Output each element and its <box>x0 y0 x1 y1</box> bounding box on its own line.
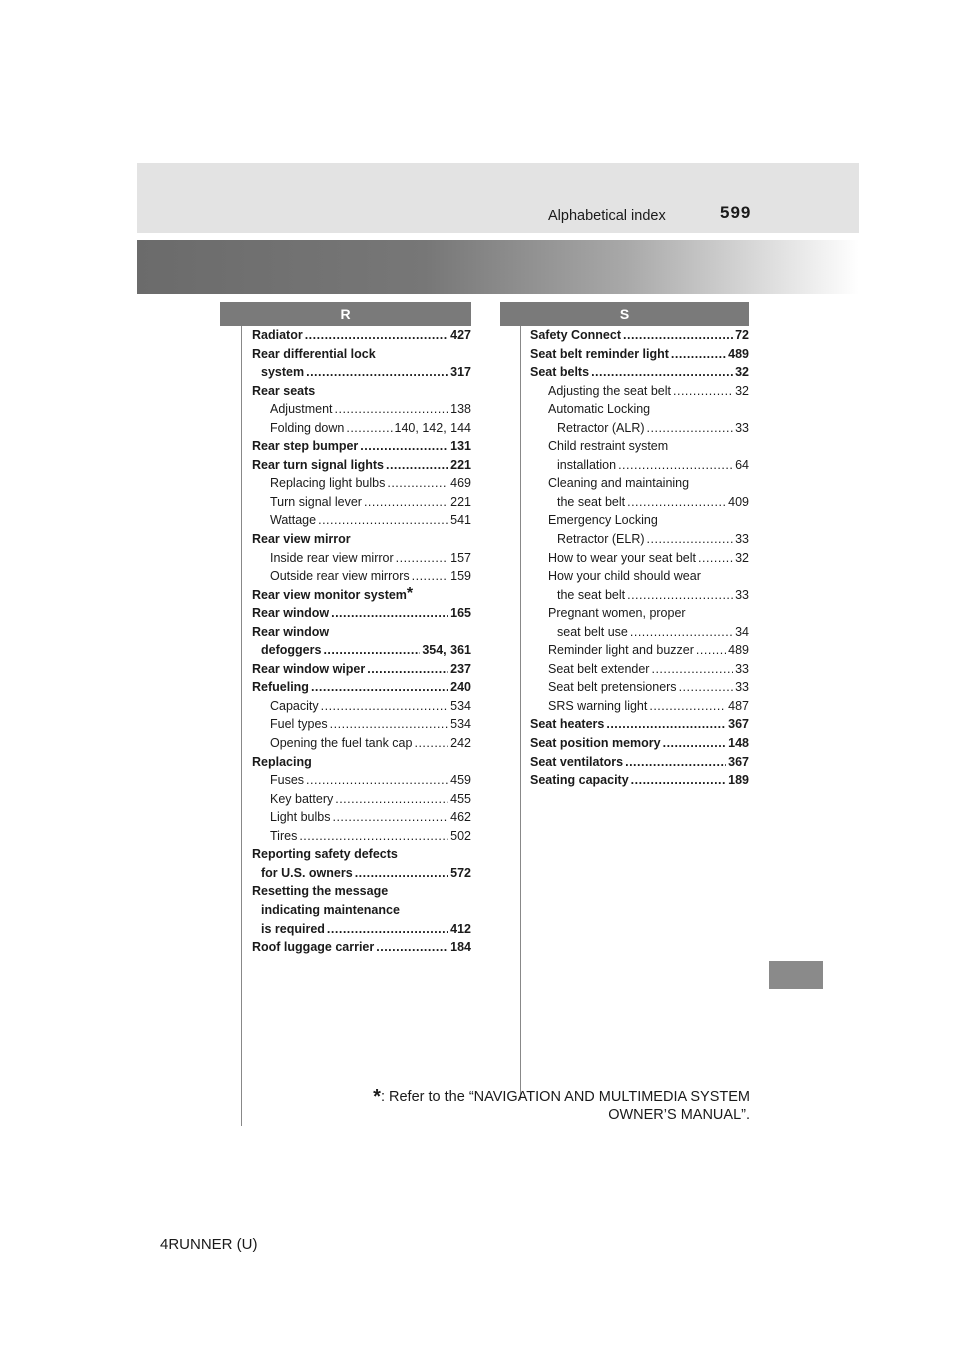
entry-term: Rear differential lock <box>252 346 376 361</box>
page-reference: 412 <box>450 921 471 936</box>
entry-term: Rear view mirror <box>252 532 351 547</box>
index-entry <box>530 326 749 345</box>
index-line <box>252 549 471 568</box>
page-reference: 502 <box>450 828 471 843</box>
index-entry <box>252 678 471 697</box>
leader-dots <box>376 938 448 957</box>
index-entry <box>530 382 749 401</box>
index-entry <box>530 660 749 679</box>
index-entry <box>252 790 471 809</box>
page-reference: 32 <box>735 550 749 565</box>
gradient-banner <box>137 240 859 294</box>
index-line <box>252 474 471 493</box>
page-reference: 534 <box>450 698 471 713</box>
leader-dots <box>623 326 733 345</box>
leader-dots <box>364 493 448 512</box>
page-reference: 33 <box>735 661 749 676</box>
footnote-line-1: : Refer to the “NAVIGATION AND MULTIMEDIA SYSTEM <box>380 1089 750 1105</box>
index-entry <box>530 604 749 641</box>
index-line <box>252 400 471 419</box>
leader-dots <box>647 419 734 438</box>
index-line <box>252 678 471 697</box>
index-line <box>530 437 749 456</box>
entry-term: Rear seats <box>252 383 316 398</box>
index-line <box>530 530 749 549</box>
index-entry <box>252 437 471 456</box>
index-line <box>530 623 749 642</box>
entry-term: Seating capacity <box>530 773 629 788</box>
section-tab-marker <box>769 961 823 989</box>
page-reference: 33 <box>735 680 749 695</box>
page-reference: 541 <box>450 513 471 528</box>
leader-dots <box>625 753 726 772</box>
index-entry <box>252 938 471 957</box>
index-entry <box>252 511 471 530</box>
index-line <box>252 363 471 382</box>
index-line <box>252 753 471 772</box>
entry-term: Rear turn signal lights <box>252 457 384 472</box>
entry-term: Seat belt reminder light <box>530 346 669 361</box>
leader-dots <box>323 641 420 660</box>
index-line <box>252 345 471 364</box>
entry-term: installation <box>557 457 617 472</box>
leader-dots <box>414 734 448 753</box>
page-reference: 367 <box>728 717 749 732</box>
index-line <box>530 678 749 697</box>
index-line <box>530 753 749 772</box>
index-line <box>252 938 471 957</box>
leader-dots <box>299 827 448 846</box>
index-line <box>252 326 471 345</box>
index-line <box>252 697 471 716</box>
index-line <box>530 326 749 345</box>
index-entry <box>530 567 749 604</box>
index-entry <box>252 586 471 605</box>
index-line <box>252 808 471 827</box>
entry-term: Outside rear view mirrors <box>270 569 410 584</box>
page-reference: 138 <box>450 402 471 417</box>
entry-term: Light bulbs <box>270 810 331 825</box>
entry-term: Resetting the message <box>252 884 389 899</box>
index-line <box>252 660 471 679</box>
page-reference: 489 <box>728 643 749 658</box>
index-entry <box>530 641 749 660</box>
entry-term: Replacing light bulbs <box>270 476 386 491</box>
index-entry <box>252 734 471 753</box>
index-line <box>530 715 749 734</box>
index-entry <box>252 660 471 679</box>
index-entry <box>252 771 471 790</box>
letter-heading-r: R <box>220 302 471 326</box>
footnote <box>340 1088 750 1124</box>
leader-dots <box>606 715 726 734</box>
entry-term: Child restraint system <box>548 439 669 454</box>
index-line <box>252 437 471 456</box>
index-line <box>530 604 749 623</box>
leader-dots <box>630 623 733 642</box>
leader-dots <box>335 790 448 809</box>
entry-term: for U.S. owners <box>261 865 353 880</box>
leader-dots <box>396 549 449 568</box>
index-entry <box>252 400 471 419</box>
index-entry <box>252 845 471 882</box>
entry-term: SRS warning light <box>548 698 648 713</box>
index-line <box>530 493 749 512</box>
index-entry <box>252 419 471 438</box>
entry-term: is required <box>261 921 325 936</box>
leader-dots <box>332 808 448 827</box>
index-line <box>530 400 749 419</box>
index-entry <box>530 400 749 437</box>
leader-dots <box>311 678 448 697</box>
entry-term: Wattage <box>270 513 317 528</box>
page-reference: 237 <box>450 661 471 676</box>
page-reference: 487 <box>728 698 749 713</box>
entry-term: Reporting safety defects <box>252 847 398 862</box>
index-entry <box>252 715 471 734</box>
entry-term: Inside rear view mirror <box>270 550 394 565</box>
page-reference: 455 <box>450 791 471 806</box>
leader-dots <box>679 678 734 697</box>
page-reference: 221 <box>450 457 471 472</box>
page-reference: 354, 361 <box>422 643 471 658</box>
index-line <box>252 734 471 753</box>
left-margin-rule <box>241 326 242 1126</box>
model-label: 4RUNNER (U) <box>160 1236 258 1253</box>
leader-dots <box>346 419 392 438</box>
index-line <box>252 567 471 586</box>
index-line <box>530 641 749 660</box>
entry-term: Roof luggage carrier <box>252 940 375 955</box>
leader-dots <box>321 697 449 716</box>
index-line <box>252 623 471 642</box>
index-line <box>530 697 749 716</box>
index-line <box>530 660 749 679</box>
index-line <box>252 790 471 809</box>
index-line <box>252 715 471 734</box>
index-line <box>530 363 749 382</box>
entry-term: Seat belt pretensioners <box>548 680 677 695</box>
leader-dots <box>335 400 449 419</box>
leader-dots <box>647 530 734 549</box>
index-line <box>530 474 749 493</box>
index-entry <box>530 345 749 364</box>
leader-dots <box>318 511 448 530</box>
page-reference: 317 <box>450 365 471 380</box>
entry-term: Refueling <box>252 680 309 695</box>
leader-dots <box>591 363 733 382</box>
entry-term: Seat ventilators <box>530 754 624 769</box>
index-entry <box>252 827 471 846</box>
page-reference: 32 <box>735 365 749 380</box>
entry-term: Seat heaters <box>530 717 605 732</box>
entry-term: Key battery <box>270 791 334 806</box>
page-reference: 240 <box>450 680 471 695</box>
entry-term: Adjustment <box>270 402 333 417</box>
index-entry <box>252 808 471 827</box>
entry-term: How to wear your seat belt <box>548 550 696 565</box>
index-line <box>530 511 749 530</box>
entry-term: Opening the fuel tank cap <box>270 736 413 751</box>
entry-term: How your child should wear <box>548 569 701 584</box>
leader-dots <box>360 437 448 456</box>
index-line <box>252 530 471 549</box>
entry-term: Rear window wiper <box>252 661 366 676</box>
page-reference: 242 <box>450 736 471 751</box>
index-line <box>530 586 749 605</box>
index-line <box>530 382 749 401</box>
leader-dots <box>627 586 733 605</box>
leader-dots <box>698 549 733 568</box>
leader-dots <box>306 771 448 790</box>
page-reference: 33 <box>735 587 749 602</box>
entry-term: Pregnant women, proper <box>548 606 686 621</box>
entry-term: Fuel types <box>270 717 328 732</box>
index-entry <box>252 345 471 382</box>
page-reference: 469 <box>450 476 471 491</box>
index-entry <box>252 456 471 475</box>
page-reference: 157 <box>450 550 471 565</box>
index-entry <box>252 623 471 660</box>
entry-term: Rear window <box>252 624 330 639</box>
page-reference: 148 <box>728 736 749 751</box>
index-entry <box>252 326 471 345</box>
leader-dots <box>331 604 448 623</box>
entry-term: Folding down <box>270 420 345 435</box>
entry-term: Seat belt extender <box>548 661 650 676</box>
entry-term: Emergency Locking <box>548 513 658 528</box>
index-column-s <box>530 326 749 790</box>
page-reference: 427 <box>450 328 471 342</box>
footnote-line-2: OWNER’S MANUAL”. <box>608 1107 750 1123</box>
index-entry <box>530 715 749 734</box>
index-entry <box>252 549 471 568</box>
index-entry <box>530 734 749 753</box>
page-reference: 189 <box>728 773 749 788</box>
index-entry <box>252 567 471 586</box>
leader-dots <box>651 660 733 679</box>
index-line <box>252 604 471 623</box>
entry-term: Reminder light and buzzer <box>548 643 694 658</box>
index-entry <box>252 604 471 623</box>
page-reference: 34 <box>735 624 749 639</box>
leader-dots <box>355 864 448 883</box>
index-entry <box>530 437 749 474</box>
entry-term: Retractor (ALR) <box>557 420 645 435</box>
leader-dots <box>387 474 448 493</box>
page-reference: 459 <box>450 773 471 788</box>
leader-dots <box>330 715 448 734</box>
leader-dots <box>673 382 733 401</box>
index-line <box>530 456 749 475</box>
leader-dots <box>649 697 726 716</box>
leader-dots <box>305 326 448 345</box>
entry-term: Rear view monitor system <box>252 587 407 602</box>
entry-term: Retractor (ELR) <box>557 532 645 547</box>
entry-term: Rear step bumper <box>252 439 359 454</box>
index-line <box>252 382 471 401</box>
page-reference: 140, 142, 144 <box>394 420 471 435</box>
page-reference: 489 <box>728 346 749 361</box>
leader-dots <box>306 363 448 382</box>
index-line <box>530 734 749 753</box>
index-entry <box>530 474 749 511</box>
section-title: Alphabetical index <box>548 208 666 224</box>
index-entry <box>530 678 749 697</box>
page-number: 599 <box>720 203 752 222</box>
leader-dots <box>386 456 448 475</box>
entry-term: Seat position memory <box>530 736 661 751</box>
page-reference: 72 <box>735 328 749 342</box>
page-reference: 409 <box>728 494 749 509</box>
entry-term: Cleaning and maintaining <box>548 476 690 491</box>
index-line <box>252 641 471 660</box>
page-reference: 462 <box>450 810 471 825</box>
page-reference: 131 <box>450 439 471 454</box>
index-entry <box>530 771 749 790</box>
entry-term: indicating maintenance <box>261 902 400 917</box>
index-line <box>252 511 471 530</box>
index-entry <box>530 549 749 568</box>
page-reference: 32 <box>735 383 749 398</box>
index-line <box>252 419 471 438</box>
index-line <box>530 345 749 364</box>
page-reference: 184 <box>450 940 471 955</box>
leader-dots <box>631 771 726 790</box>
entry-term: Rear window <box>252 606 330 621</box>
leader-dots <box>663 734 727 753</box>
index-entry <box>530 697 749 716</box>
leader-dots <box>327 920 448 939</box>
index-line: Rear view monitor system * <box>252 586 471 605</box>
leader-dots <box>627 493 726 512</box>
index-column-r <box>252 326 471 957</box>
index-line <box>252 845 471 864</box>
entry-term: seat belt use <box>557 624 628 639</box>
index-line <box>530 771 749 790</box>
index-entry <box>252 753 471 772</box>
index-entry <box>252 530 471 549</box>
index-line <box>252 493 471 512</box>
entry-term: system <box>261 365 305 380</box>
entry-term: Seat belts <box>530 365 590 380</box>
letter-heading-s: S <box>500 302 749 326</box>
entry-term: Fuses <box>270 773 305 788</box>
leader-dots <box>618 456 733 475</box>
entry-term: Tires <box>270 828 298 843</box>
index-entry <box>252 493 471 512</box>
index-entry <box>252 474 471 493</box>
page-reference: 534 <box>450 717 471 732</box>
index-entry <box>252 382 471 401</box>
index-line <box>252 920 471 939</box>
index-entry <box>252 882 471 938</box>
page-reference: 221 <box>450 494 471 509</box>
index-entry <box>530 753 749 772</box>
index-line <box>252 864 471 883</box>
page-reference: 165 <box>450 606 471 621</box>
page-reference: 64 <box>735 457 749 472</box>
entry-term: defoggers <box>261 643 322 658</box>
leader-dots <box>367 660 448 679</box>
page-reference: 572 <box>450 865 471 880</box>
page-reference: 33 <box>735 532 749 547</box>
index-line <box>252 456 471 475</box>
index-entry <box>530 363 749 382</box>
entry-term: Automatic Locking <box>548 402 651 417</box>
index-line <box>252 827 471 846</box>
leader-dots <box>671 345 726 364</box>
index-line <box>530 419 749 438</box>
footnote-star: * <box>373 1086 381 1108</box>
index-entry <box>530 511 749 548</box>
entry-term: Safety Connect <box>530 328 621 342</box>
page-reference: 33 <box>735 420 749 435</box>
entry-term: Turn signal lever <box>270 494 362 509</box>
entry-term: the seat belt <box>557 587 626 602</box>
entry-term: Adjusting the seat belt <box>548 383 671 398</box>
index-line <box>252 901 471 920</box>
page-reference: 159 <box>450 569 471 584</box>
index-line <box>530 567 749 586</box>
entry-term: Capacity <box>270 698 319 713</box>
page-reference: 367 <box>728 754 749 769</box>
index-line <box>252 771 471 790</box>
entry-term: the seat belt <box>557 494 626 509</box>
leader-dots <box>412 567 449 586</box>
entry-term: Radiator <box>252 328 303 342</box>
entry-term: Replacing <box>252 754 312 769</box>
index-line <box>530 549 749 568</box>
leader-dots <box>696 641 726 660</box>
index-line <box>252 882 471 901</box>
column-divider <box>520 326 521 1100</box>
index-entry <box>252 697 471 716</box>
